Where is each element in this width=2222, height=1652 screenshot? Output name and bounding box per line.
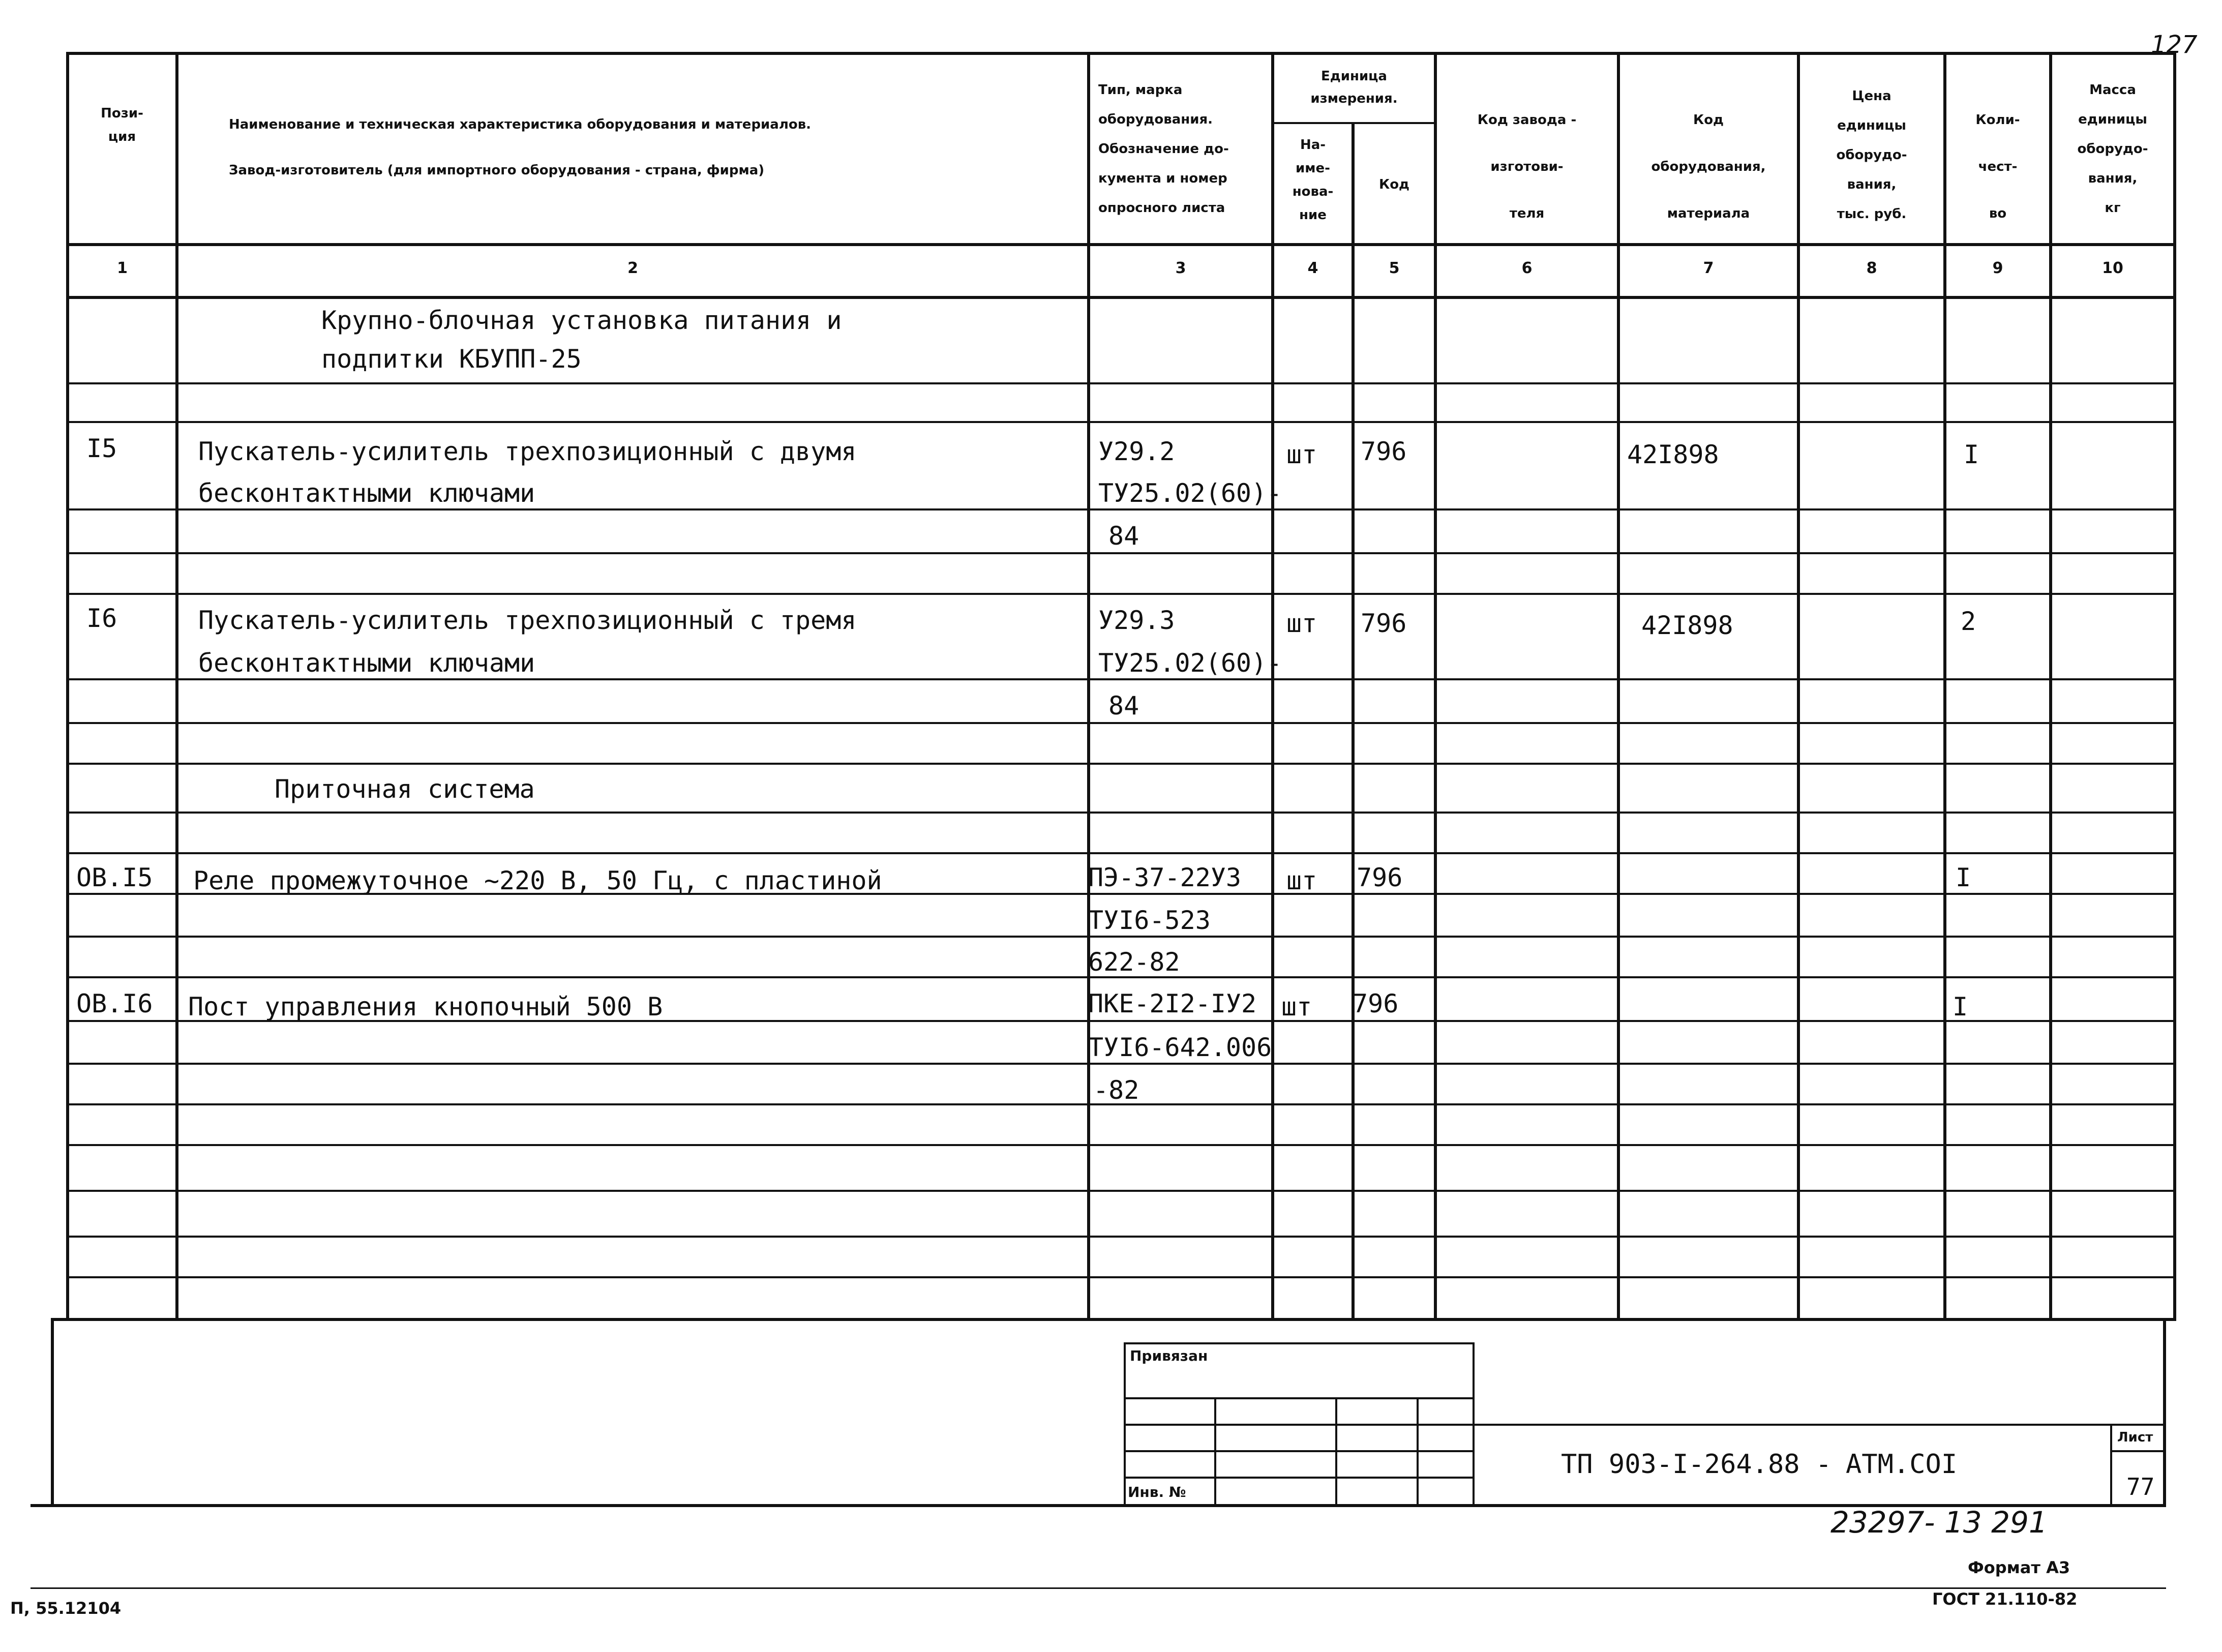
row-line: [66, 1236, 2176, 1238]
header-col6: Код завода - изготови- теля: [1477, 112, 1577, 221]
header-col7: Код оборудования, материала: [1651, 112, 1766, 221]
item-type: -82: [1093, 1075, 1139, 1105]
column-number: 8: [1866, 259, 1877, 277]
item-position: ОВ.I5: [76, 863, 153, 892]
item-unit: шт: [1286, 609, 1317, 638]
item-unit: шт: [1286, 440, 1317, 469]
stamp-list-number: 77: [2126, 1473, 2155, 1500]
item-unit-code: 796: [1353, 989, 1399, 1018]
col-divider-3: [1271, 52, 1274, 1318]
item-type: 84: [1108, 691, 1139, 720]
item-type: ТУ25.02(60)-: [1098, 648, 1282, 678]
row-line: [66, 1063, 2176, 1065]
row-line: [66, 1276, 2176, 1278]
column-number: 6: [1521, 259, 1533, 277]
col-divider-5: [1434, 52, 1437, 1318]
item-equip-code: 42I898: [1641, 611, 1733, 640]
item-type: 622-82: [1088, 947, 1180, 977]
stamp-grid-line: [1124, 1424, 1475, 1426]
item-type: ПКЕ-2I2-IУ2: [1088, 989, 1257, 1018]
row-line: [66, 936, 2176, 938]
stamp-doc-suffix: АТМ.СОI: [1846, 1449, 1958, 1480]
item-type: ТУI6-642.006: [1088, 1033, 1272, 1062]
stamp-privyazan-label: Привязан: [1130, 1347, 1208, 1364]
stamp-grid-line: [1124, 1477, 1475, 1479]
col-divider-2: [1087, 52, 1090, 1318]
row-line: [66, 722, 2176, 724]
unit-group-divider: [1271, 122, 1434, 124]
col-divider-8: [1943, 52, 1946, 1318]
table-left-border: [66, 52, 69, 1318]
footer-gost: ГОСТ 21.110-82: [1932, 1589, 2078, 1609]
header-col10: Масса единицы оборудо- вания, кг: [2077, 82, 2148, 216]
col-divider-1: [175, 52, 178, 1318]
row-line: [66, 1190, 2176, 1192]
column-number: 1: [117, 259, 128, 277]
row-line: [66, 1144, 2176, 1146]
handwritten-number: 23297- 13 291: [1830, 1505, 2048, 1540]
table-bottom-border: [51, 1318, 2176, 1321]
stamp-right-border: [2163, 1318, 2166, 1506]
item-type: ПЭ-37-22У3: [1088, 863, 1242, 892]
header-col9: Коли- чест- во: [1975, 112, 2020, 221]
item-position: I6: [86, 604, 117, 633]
col-divider-9: [2049, 52, 2052, 1318]
row-line: [66, 593, 2176, 595]
corner-mark: 127: [2151, 31, 2198, 59]
header-col1: Пози- ция: [101, 106, 143, 144]
item-qty: I: [1956, 863, 1971, 892]
item-name: Пускатель-усилитель трехпозиционный с тремя: [198, 606, 857, 635]
header-bottom-border: [66, 243, 2176, 246]
stamp-grid-line: [1124, 1342, 1475, 1344]
item-position: ОВ.I6: [76, 989, 153, 1018]
item-position: I5: [86, 434, 117, 463]
stamp-grid-line: [2110, 1424, 2112, 1505]
item-unit: шт: [1281, 992, 1312, 1022]
footer-line: [31, 1587, 2166, 1589]
item-unit-code: 796: [1361, 437, 1407, 466]
footer-left-code: П, 55.12104: [10, 1599, 122, 1618]
header-col4: На- имe- нова- ние: [1292, 137, 1334, 223]
item-qty: I: [1964, 440, 1979, 469]
stamp-left-border: [51, 1318, 54, 1506]
stamp-grid-line: [1335, 1397, 1337, 1505]
table-top-border: [66, 52, 2176, 55]
col-divider-6: [1617, 52, 1620, 1318]
stamp-list-label: Лист: [2117, 1430, 2153, 1445]
column-number: 5: [1389, 259, 1400, 277]
stamp-grid-line: [1124, 1450, 1475, 1452]
item-unit-code: 796: [1361, 609, 1407, 638]
column-number: 9: [1992, 259, 2003, 277]
stamp-grid-line: [1214, 1397, 1216, 1505]
item-unit: шт: [1286, 866, 1317, 895]
stamp-grid-line: [1417, 1397, 1419, 1505]
column-number: 3: [1175, 259, 1186, 277]
header-col5: Код: [1378, 177, 1410, 192]
row-line: [66, 763, 2176, 765]
footer-format: Формат А3: [1968, 1558, 2070, 1577]
item-name: Реле промежуточное ~220 В, 50 Гц, с пластиной: [193, 866, 882, 895]
item-name: бесконтактными ключами: [198, 478, 535, 508]
stamp-inv-label: Инв. №: [1128, 1484, 1186, 1500]
column-number: 2: [627, 259, 638, 277]
item-equip-code: 42I898: [1627, 440, 1719, 469]
header-col3: Тип, марка оборудования. Обозначение до- кумента и номер опросного листа: [1098, 82, 1229, 216]
table-right-border: [2173, 52, 2176, 1318]
header-col8: Цена единицы оборудо- вания, тыс. руб.: [1836, 88, 1907, 222]
item-type: 84: [1108, 521, 1139, 551]
row-line: [66, 508, 2176, 510]
item-type: У29.3: [1098, 606, 1175, 635]
item-name: Пост управления кнопочный 500 В: [188, 992, 663, 1022]
item-type: ТУ25.02(60)-: [1098, 478, 1282, 508]
row-line: [66, 382, 2176, 384]
header-col2: Наименование и техническая характеристика оборудования и материалов. Завод-изготовитель (для импортного оборудования - страна, фирма): [229, 117, 812, 178]
column-number: 4: [1307, 259, 1318, 277]
stamp-doc-code: ТП 903-I-264.88 -: [1561, 1449, 1832, 1480]
stamp-grid-line: [1473, 1424, 2164, 1426]
item-qty: I: [1953, 992, 1968, 1022]
section-title: Крупно-блочная установка питания и: [321, 306, 842, 335]
row-line: [66, 552, 2176, 554]
section-title: подпитки КБУПП-25: [321, 344, 582, 374]
item-type: ТУI6-523: [1088, 906, 1211, 935]
item-qty: 2: [1961, 607, 1976, 636]
row-line: [66, 852, 2176, 854]
row-line: [66, 678, 2176, 680]
row-line: [66, 812, 2176, 814]
item-type: У29.2: [1098, 437, 1175, 466]
column-number: 7: [1703, 259, 1714, 277]
column-number: 10: [2102, 259, 2123, 277]
col-divider-7: [1797, 52, 1800, 1318]
column-numbers-bottom-border: [66, 296, 2176, 299]
header-unit-group: Единица измерения.: [1310, 69, 1398, 106]
stamp-grid-line: [2110, 1450, 2164, 1452]
item-name: Пускатель-усилитель трехпозиционный с двумя: [198, 437, 857, 466]
stamp-grid-line: [1124, 1397, 1475, 1399]
col-divider-4: [1352, 122, 1355, 1318]
item-unit-code: 796: [1357, 863, 1403, 892]
section-title: Приточная система: [275, 774, 535, 804]
item-name: бесконтактными ключами: [198, 648, 535, 678]
row-line: [66, 421, 2176, 423]
